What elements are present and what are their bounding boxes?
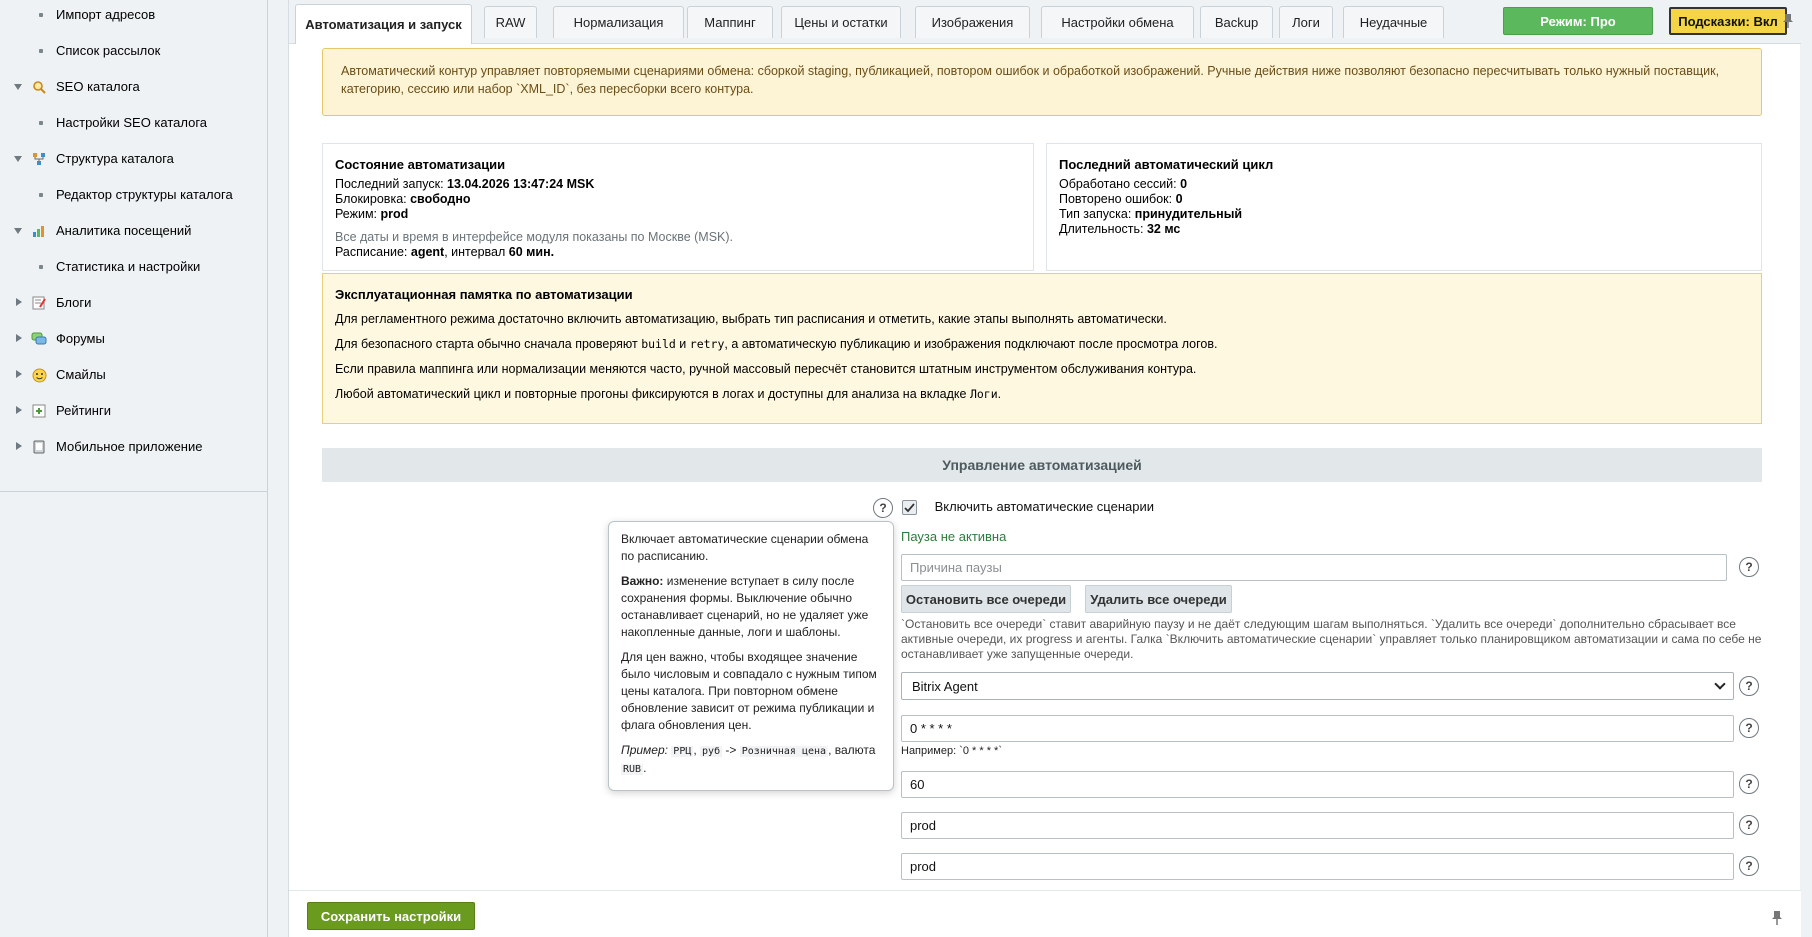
lock-line: Блокировка: свободно bbox=[335, 192, 471, 206]
help-icon[interactable]: ? bbox=[1739, 676, 1759, 696]
sidebar-item-label: Структура каталога bbox=[56, 151, 174, 166]
sidebar-item-mobile-app[interactable] bbox=[0, 435, 268, 459]
enable-automation-label: Включить автоматические сценарии bbox=[934, 499, 1154, 514]
cron-input[interactable] bbox=[901, 715, 1734, 742]
automation-state-title: Состояние автоматизации bbox=[335, 157, 506, 172]
tab-prices-stock[interactable]: Цены и остатки bbox=[781, 6, 901, 38]
delete-queues-button[interactable]: Удалить все очереди bbox=[1085, 585, 1232, 613]
save-settings-button[interactable]: Сохранить настройки bbox=[307, 902, 475, 930]
tab-raw[interactable]: RAW bbox=[484, 6, 537, 38]
timezone-note: Все даты и время в интерфейсе модуля показаны по Москве (MSK). bbox=[335, 230, 734, 244]
help-icon[interactable]: ? bbox=[1739, 718, 1759, 738]
sidebar-item-import-addresses[interactable] bbox=[0, 3, 268, 27]
mode-pro-button[interactable]: Режим: Про bbox=[1503, 7, 1653, 35]
check-icon bbox=[904, 503, 915, 513]
chevron-down-icon[interactable] bbox=[14, 84, 22, 90]
bullet-icon bbox=[39, 13, 43, 17]
rating-icon bbox=[31, 403, 47, 419]
sidebar-item-label: Форумы bbox=[56, 331, 105, 346]
sidebar-item-seo-catalog[interactable] bbox=[0, 75, 268, 99]
tooltip-paragraph: Важно: изменение вступает в силу после сохранения формы. Выключение обычно останавливает сценарий, но не удаляет уже накопленные данные, логи и шаблоны. bbox=[621, 574, 869, 639]
tab-logs[interactable]: Логи bbox=[1279, 6, 1333, 38]
tab-normalization[interactable]: Нормализация bbox=[553, 6, 684, 38]
bullet-icon bbox=[39, 121, 43, 125]
sidebar-item-ratings[interactable] bbox=[0, 399, 268, 423]
structure-icon bbox=[31, 151, 47, 167]
help-icon[interactable]: ? bbox=[1739, 557, 1759, 577]
schedule-type-select[interactable] bbox=[901, 672, 1734, 700]
forum-icon bbox=[31, 331, 47, 347]
sidebar bbox=[0, 0, 268, 937]
interval-input[interactable] bbox=[901, 771, 1734, 798]
tab-failed[interactable]: Неудачные bbox=[1343, 6, 1444, 38]
sidebar-item-statistics[interactable] bbox=[0, 255, 268, 279]
pause-status: Пауза не активна bbox=[901, 529, 1007, 544]
sidebar-divider bbox=[0, 491, 268, 492]
allowed-modes-input[interactable] bbox=[901, 853, 1734, 880]
enable-automation-checkbox[interactable] bbox=[902, 500, 917, 515]
stop-queues-button[interactable]: Остановить все очереди bbox=[901, 585, 1071, 613]
duration-line: Длительность: 32 мс bbox=[1059, 222, 1181, 236]
tooltip-example: Пример: РРЦ , руб -> Розничная цена , валюта RUB . bbox=[621, 743, 876, 775]
pause-reason-input[interactable] bbox=[901, 554, 1727, 581]
bullet-icon bbox=[39, 49, 43, 53]
sidebar-item-label: Статистика и настройки bbox=[56, 259, 201, 274]
hints-toggle-button[interactable]: Подсказки: Вкл bbox=[1669, 7, 1787, 35]
sidebar-menu bbox=[0, 0, 268, 491]
bullet-icon bbox=[39, 265, 43, 269]
sidebar-item-label: Аналитика посещений bbox=[56, 223, 192, 238]
sidebar-item-smiles[interactable] bbox=[0, 363, 268, 387]
tooltip-paragraph: Включает автоматические сценарии обмена по расписанию. bbox=[621, 532, 869, 563]
section-title: Управление автоматизацией bbox=[322, 448, 1762, 482]
sidebar-item-mailing-lists[interactable] bbox=[0, 39, 268, 63]
sidebar-item-label: SEO каталога bbox=[56, 79, 140, 94]
chevron-right-icon[interactable] bbox=[16, 406, 22, 414]
sidebar-item-seo-settings[interactable] bbox=[0, 111, 268, 135]
sidebar-item-label: Рейтинги bbox=[56, 403, 111, 418]
mobile-icon bbox=[31, 439, 47, 455]
schedule-type-value: Bitrix Agent bbox=[912, 678, 978, 694]
launch-type-line: Тип запуска: принудительный bbox=[1059, 207, 1243, 221]
queues-note: `Остановить все очереди` ставит аварийную паузу и не даёт следующим шагам выполняться. `Удалить все очереди` дополнительно сбрасывает все активные очереди, их progress и агенты. Галка `Включить автоматические сценарии` управляет только планировщиком автоматизации и сама по себе не останавливает уже запущенные очереди. bbox=[901, 617, 1762, 661]
contour-mode-input[interactable] bbox=[901, 812, 1734, 839]
sidebar-item-catalog-structure[interactable] bbox=[0, 147, 268, 171]
chevron-right-icon[interactable] bbox=[16, 370, 22, 378]
last-cycle-panel bbox=[1046, 143, 1762, 271]
tab-automation[interactable]: Автоматизация и запуск bbox=[295, 4, 472, 44]
retries-line: Повторено ошибок: 0 bbox=[1059, 192, 1183, 206]
help-tooltip bbox=[608, 521, 894, 791]
help-icon[interactable]: ? bbox=[873, 498, 893, 518]
sidebar-item-label: Редактор структуры каталога bbox=[56, 187, 233, 202]
memo-paragraph: Любой автоматический цикл и повторные прогоны фиксируются в логах и доступны для анализа на вкладке Логи. bbox=[335, 387, 1002, 401]
memo-paragraph: Для регламентного режима достаточно включить автоматизацию, выбрать тип расписания и отметить, какие этапы выполнять автоматически. bbox=[335, 312, 1167, 326]
chevron-right-icon[interactable] bbox=[16, 442, 22, 450]
chart-icon bbox=[31, 223, 47, 239]
sidebar-item-structure-editor[interactable] bbox=[0, 183, 268, 207]
chevron-down-icon[interactable] bbox=[14, 156, 22, 162]
tooltip-paragraph: Для цен важно, чтобы входящее значение было числовым и совпадало с нужным типом цены каталога. При повторном обмене обновление зависит от режима публикации и флага обновления цен. bbox=[621, 650, 877, 732]
chevron-down-icon[interactable] bbox=[14, 228, 22, 234]
cron-example: Например: `0 * * * *` bbox=[901, 745, 1002, 757]
search-icon bbox=[31, 79, 47, 95]
tab-mapping[interactable]: Маппинг bbox=[687, 6, 773, 38]
operations-memo bbox=[322, 273, 1762, 424]
pin-icon[interactable] bbox=[1781, 13, 1795, 29]
pin-icon[interactable] bbox=[1770, 910, 1784, 926]
sidebar-item-label: Импорт адресов bbox=[56, 7, 156, 22]
chevron-down-icon bbox=[1714, 678, 1725, 689]
help-icon[interactable]: ? bbox=[1739, 774, 1759, 794]
bullet-icon bbox=[39, 193, 43, 197]
tab-images[interactable]: Изображения bbox=[915, 6, 1030, 38]
info-banner: Автоматический контур управляет повторяемыми сценариями обмена: сборкой staging, публикацией, повтором ошибок и обработкой изображений. Ручные действия ниже позволяют безопасно пересчитывать только нужный поставщик, категорию, сессию или набор `XML_ID`, без пересборки всего контура. bbox=[322, 48, 1762, 116]
sidebar-item-label: Список рассылок bbox=[56, 43, 161, 58]
memo-paragraph: Если правила маппинга или нормализации меняются часто, ручной массовый пересчёт становится штатным инструментом обслуживания контура. bbox=[335, 362, 1197, 376]
mode-line: Режим: prod bbox=[335, 207, 409, 221]
help-icon[interactable]: ? bbox=[1739, 815, 1759, 835]
sidebar-item-blogs[interactable] bbox=[0, 291, 268, 315]
right-gutter bbox=[1800, 0, 1812, 937]
chevron-right-icon[interactable] bbox=[16, 298, 22, 306]
sidebar-item-forums[interactable] bbox=[0, 327, 268, 351]
chevron-right-icon[interactable] bbox=[16, 334, 22, 342]
schedule-line: Расписание: agent, интервал 60 мин. bbox=[335, 245, 555, 259]
content-area bbox=[289, 44, 1801, 890]
sidebar-item-label: Мобильное приложение bbox=[56, 439, 203, 454]
footer-bar bbox=[289, 890, 1801, 937]
sidebar-item-label: Настройки SEO каталога bbox=[56, 115, 208, 130]
tabs-bar bbox=[289, 0, 1801, 44]
smile-icon bbox=[31, 367, 47, 383]
sessions-line: Обработано сессий: 0 bbox=[1059, 177, 1188, 191]
blog-icon bbox=[31, 295, 47, 311]
sidebar-item-analytics[interactable] bbox=[0, 219, 268, 243]
main-panel bbox=[288, 0, 1800, 937]
last-run-line: Последний запуск: 13.04.2026 13:47:24 MSK bbox=[335, 177, 595, 191]
sidebar-item-label: Блоги bbox=[56, 295, 92, 310]
tab-exchange-settings[interactable]: Настройки обмена bbox=[1041, 6, 1194, 38]
sidebar-item-label: Смайлы bbox=[56, 367, 106, 382]
automation-state-panel bbox=[322, 143, 1034, 271]
memo-paragraph: Для безопасного старта обычно сначала проверяют build и retry, а автоматическую публикацию и изображения подключают после просмотра логов. bbox=[335, 337, 1218, 351]
tab-backup[interactable]: Backup bbox=[1200, 6, 1273, 38]
last-cycle-title: Последний автоматический цикл bbox=[1059, 157, 1274, 172]
help-icon[interactable]: ? bbox=[1739, 856, 1759, 876]
memo-title: Эксплуатационная памятка по автоматизации bbox=[335, 287, 633, 302]
